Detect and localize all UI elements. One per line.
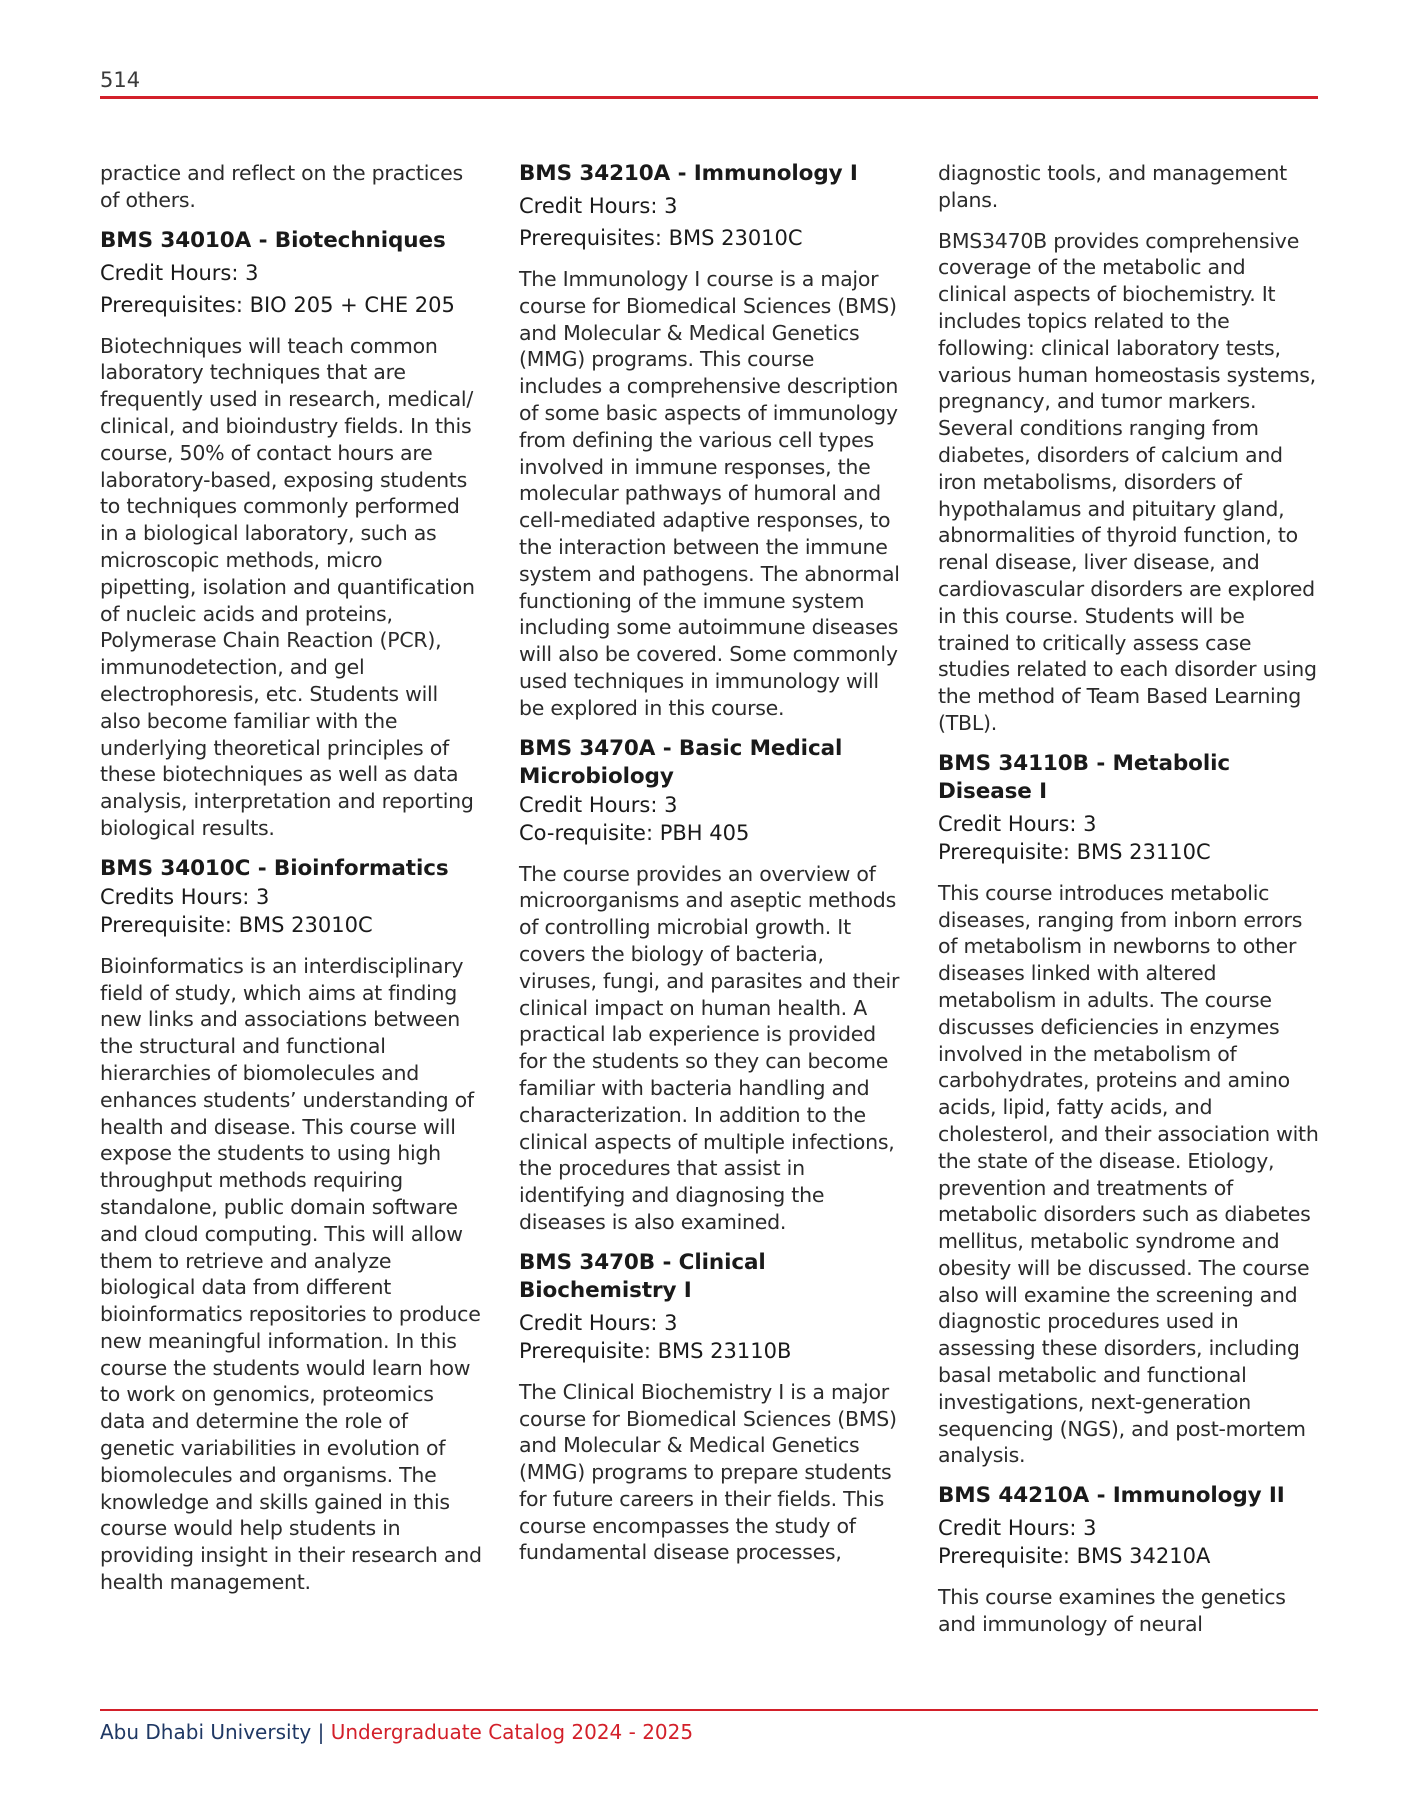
column-3 xyxy=(938,160,1320,1638)
footer-catalog-title: Undergraduate Catalog 2024 - 2025 xyxy=(330,1720,694,1744)
course-title: BMS 3470A - Basic Medical Microbiology xyxy=(519,735,843,789)
course-description: This course examines the genetics and immunology of neural xyxy=(938,1585,1286,1637)
credit-hours: Credit Hours: 3 xyxy=(519,792,678,817)
credit-hours: Credit Hours: 3 xyxy=(100,260,259,285)
course-description: The Immunology I course is a major course for Biomedical Sciences (BMS) and Molecular & Medical Genetics (MMG) programs. This course includes a comprehensive description of some basic aspects of immunology from defining the various cell types involved in immune responses, the molecular pathways of humoral and cell-mediated adaptive responses, to the interaction between the immune system and pathogens. The abnormal functioning of the immune system including some autoimmune diseases will also be covered. Some commonly used techniques in immunology will be explored in this course. xyxy=(519,267,900,720)
course-description: The course provides an overview of microorganisms and aseptic methods of controlling microbial growth. It covers the biology of bacteria, viruses, fungi, and parasites and their clinical impact on human health. A practical lab experience is provided for the students so they can become familiar with bacteria handling and characterization. In addition to the clinical aspects of multiple infections, the procedures that assist in identifying and diagnosing the diseases is also examined. xyxy=(519,861,900,1234)
credit-hours: Credit Hours: 3 xyxy=(519,194,678,218)
course-title: BMS 34210A - Immunology I xyxy=(519,161,858,186)
course-title: BMS 3470B - Clinical Biochemistry I xyxy=(519,1249,766,1303)
course-title: BMS 34010A - Biotechniques xyxy=(100,227,446,253)
column-2 xyxy=(519,160,901,1566)
corequisite: Co-requisite: PBH 405 xyxy=(519,820,750,845)
footer-rule xyxy=(100,1709,1318,1711)
credit-hours: Credit Hours: 3 xyxy=(519,1310,678,1335)
course-entry-microbiology xyxy=(519,735,901,1236)
course-description: Biotechniques will teach common laboratory techniques that are frequently used in research, medical/ clinical, and bioindustry fields. In this course, 50% of contact hours are laboratory-based, exposing students to techniques commonly performed in a biological laboratory, such as microscopic methods, micro pipetting, isolation and quantification of nucleic acids and proteins, Polymerase Chain Reaction (PCR), immunodetection, and gel electrophoresis, etc. Students will also become familiar with the underlying theoretical principles of these biotechniques as well as data analysis, interpretation and reporting biological results. xyxy=(100,333,475,840)
prerequisites: Prerequisites: BMS 23010C xyxy=(519,226,803,250)
continued-paragraph: practice and reflect on the practices of others. xyxy=(100,161,463,212)
prerequisites: Prerequisites: BIO 205 + CHE 205 xyxy=(100,292,455,317)
header-rule xyxy=(100,96,1318,99)
course-description: The Clinical Biochemistry I is a major course for Biomedical Sciences (BMS) and Molecular & Medical Genetics (MMG) programs to prepare students for future careers in their fields. This course encompasses the study of fundamental disease processes, xyxy=(519,1379,897,1565)
course-entry-bioinformatics xyxy=(100,855,482,1596)
page-number: 514 xyxy=(100,68,141,92)
course-title: BMS 34010C - Bioinformatics xyxy=(100,855,449,881)
prerequisites: Prerequisite: BMS 23110B xyxy=(519,1338,792,1363)
course-entry-biotechniques xyxy=(100,227,482,842)
course-entry-clinical-biochemistry xyxy=(519,1249,901,1567)
footer-separator: | xyxy=(317,1720,325,1744)
credit-hours: Credit Hours: 3 xyxy=(938,811,1097,836)
column-1 xyxy=(100,160,482,1596)
footer xyxy=(100,1718,693,1746)
continued-paragraph: diagnostic tools, and management plans. xyxy=(938,161,1287,212)
course-entry-immunology-1 xyxy=(519,160,901,722)
credit-hours: Credits Hours: 3 xyxy=(100,884,270,909)
course-entry-metabolic-disease xyxy=(938,750,1320,1470)
course-entry-immunology-2 xyxy=(938,1482,1320,1638)
course-title: BMS 44210A - Immunology II xyxy=(938,1483,1285,1509)
continued-paragraph: BMS3470B provides comprehensive coverage of the metabolic and clinical aspects of biochemistry. It includes topics related to the following: clinical laboratory tests, various human homeostasis systems, pregnancy, and tumor markers. Several conditions ranging from diabetes, disorders of calcium and iron metabolisms, disorders of hypothalamus and pituitary gland, abnormalities of thyroid function, to renal disease, liver disease, and cardiovascular disorders are explored in this course. Students will be trained to critically assess case studies related to each disorder using the method of Team Based Learning (TBL). xyxy=(938,228,1317,735)
credit-hours: Credit Hours: 3 xyxy=(938,1516,1097,1541)
course-description: This course introduces metabolic diseases, ranging from inborn errors of metabolism in newborns to other diseases linked with altered metabolism in adults. The course discusses deficiencies in enzymes involved in the metabolism of carbohydrates, proteins and amino acids, lipid, fatty acids, and cholesterol, and their association with the state of the disease. Etiology, prevention and treatments of metabolic disorders such as diabetes mellitus, metabolic syndrome and obesity will be discussed. The course also will examine the screening and diagnostic procedures used in assessing these disorders, including basal metabolic and functional investigations, next-generation sequencing (NGS), and post-mortem analysis. xyxy=(938,880,1319,1468)
prerequisites: Prerequisite: BMS 23010C xyxy=(100,912,373,937)
prerequisites: Prerequisite: BMS 34210A xyxy=(938,1544,1211,1569)
course-title: BMS 34110B - Metabolic Disease I xyxy=(938,750,1231,804)
footer-university: Abu Dhabi University xyxy=(100,1720,312,1744)
course-description: Bioinformatics is an interdisciplinary field of study, which aims at finding new links and associations between the structural and functional hierarchies of biomolecules and enhances students’ understanding of health and disease. This course will expose the students to using high throughput methods requiring standalone, public domain software and cloud computing. This will allow them to retrieve and analyze biological data from different bioinformatics repositories to produce new meaningful information. In this course the students would learn how to work on genomics, proteomics data and determine the role of genetic variabilities in evolution of biomolecules and organisms. The knowledge and skills gained in this course would help students in providing insight in their research and health management. xyxy=(100,953,482,1595)
prerequisites: Prerequisite: BMS 23110C xyxy=(938,839,1211,864)
